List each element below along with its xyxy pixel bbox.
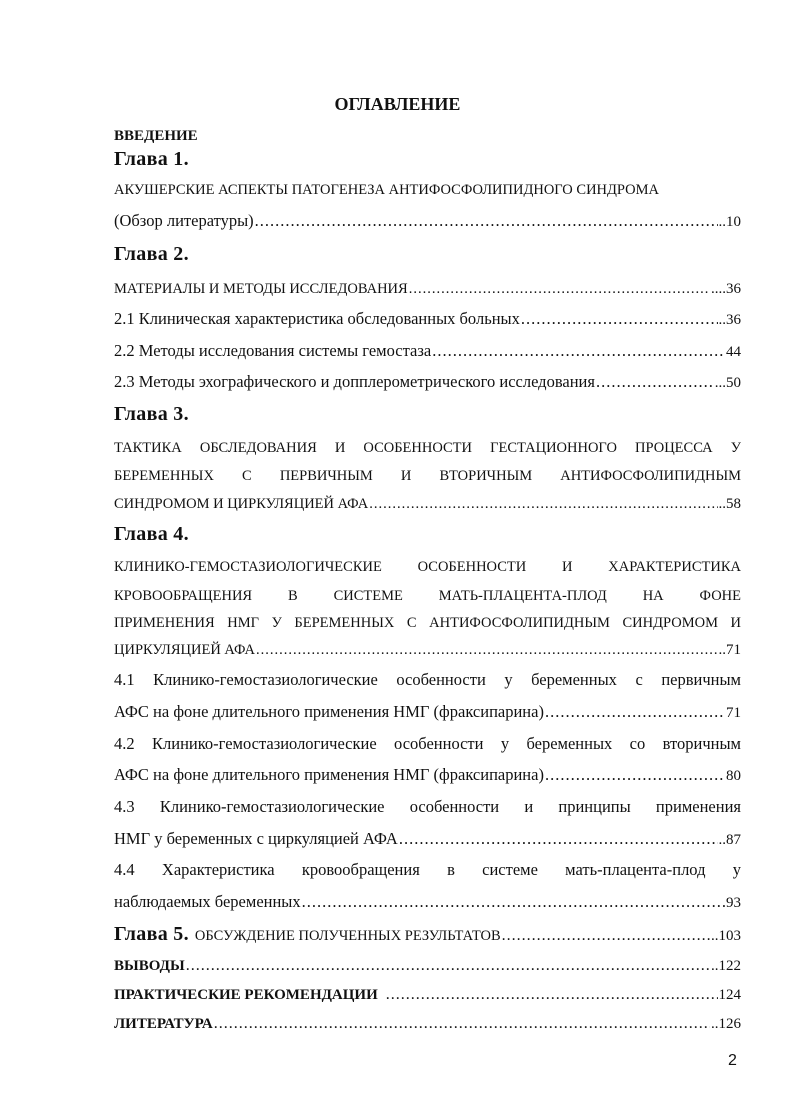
section-4-3-line2	[114, 829, 741, 850]
chapter-4-heading: Глава 4.	[114, 523, 189, 545]
section-4-4-line1: 4.4 Характеристика кровообращения в системе мать-плацента-плод у	[114, 860, 741, 879]
chapter-1-title-line2	[114, 211, 741, 232]
section-4-4-page: 93	[726, 895, 741, 911]
chapter-4-title-text: ЦИРКУЛЯЦИЕЙ АФА	[114, 642, 255, 658]
conclusions-page: ..122	[711, 958, 741, 974]
chapter-3-heading: Глава 3.	[114, 403, 189, 425]
chapter-5-line	[114, 924, 741, 946]
section-4-4-line2	[114, 892, 741, 913]
literature-page: ..126	[711, 1016, 741, 1032]
chapter-3-title-line1: ТАКТИКА ОБСЛЕДОВАНИЯ И ОСОБЕННОСТИ ГЕСТАЦИОННОГО ПРОЦЕССА У	[114, 440, 741, 456]
section-4-4-title: наблюдаемых беременных	[114, 892, 301, 911]
chapter-4-title-line3: ПРИМЕНЕНИЯ НМГ У БЕРЕМЕННЫХ С АНТИФОСФОЛИПИДНЫМ СИНДРОМОМ И	[114, 615, 741, 631]
chapter-3-page: ..58	[718, 496, 741, 512]
section-2-2-title: 2.2 Методы исследования системы гемостаза	[114, 341, 432, 360]
section-2-3-page: ...50	[714, 375, 741, 391]
section-4-2-line1: 4.2 Клинико-гемостазиологические особенности у беременных со вторичным	[114, 734, 741, 753]
chapter-1-title-line1: АКУШЕРСКИЕ АСПЕКТЫ ПАТОГЕНЕЗА АНТИФОСФОЛИПИДНОГО СИНДРОМА	[114, 182, 659, 198]
recommendations-page: 124	[718, 987, 741, 1003]
chapter-5-heading: Глава 5.	[114, 923, 189, 945]
chapter-2-heading: Глава 2.	[114, 243, 189, 265]
chapter-4-title-line1: КЛИНИКО-ГЕМОСТАЗИОЛОГИЧЕСКИЕ ОСОБЕННОСТИ И ХАРАКТЕРИСТИКА	[114, 559, 741, 575]
section-2-3-title: 2.3 Методы эхографического и допплерометрического исследования	[114, 372, 595, 391]
section-4-2-page: 80	[726, 768, 741, 784]
chapter-4-page: ..71	[718, 642, 741, 658]
chapter-1-heading: Глава 1.	[114, 148, 189, 170]
page-number: 2	[728, 1052, 737, 1069]
chapter-3-title-line3	[114, 494, 741, 514]
section-4-3-page: ..87	[718, 832, 741, 848]
chapter-1-title-text: (Обзор литературы)	[114, 211, 254, 230]
toc-conclusions	[114, 956, 741, 976]
section-4-1-line1: 4.1 Клинико-гемостазиологические особенности у беременных с первичным	[114, 670, 741, 689]
toc-recommendations	[114, 985, 741, 1005]
section-4-3-line1: 4.3 Клинико-гемостазиологические особенности и принципы применения	[114, 797, 741, 816]
section-2-1-title: 2.1 Клиническая характеристика обследованных больных	[114, 309, 520, 328]
section-2-3	[114, 372, 741, 393]
chapter-4-title-line4	[114, 640, 741, 660]
section-4-2-title: АФС на фоне длительного применения НМГ (фраксипарина)	[114, 765, 544, 784]
section-2-2-page: 44	[726, 344, 741, 360]
section-4-2-line2	[114, 765, 741, 786]
chapter-3-title-text: СИНДРОМОМ И ЦИРКУЛЯЦИЕЙ АФА	[114, 496, 369, 512]
chapter-2-title-line	[114, 279, 741, 299]
section-2-1	[114, 309, 741, 330]
toc-introduction: ВВЕДЕНИЕ	[114, 128, 198, 144]
section-2-1-page: ..36	[718, 312, 741, 328]
chapter-1-page: ..10	[718, 214, 741, 230]
section-2-2	[114, 341, 741, 362]
chapter-2-title: МАТЕРИАЛЫ И МЕТОДЫ ИССЛЕДОВАНИЯ	[114, 281, 408, 297]
chapter-5-page: ..103	[711, 928, 741, 944]
conclusions-label: ВЫВОДЫ	[114, 958, 185, 974]
chapter-2-page: ....36	[711, 281, 741, 297]
section-4-3-title: НМГ у беременных с циркуляцией АФА	[114, 829, 398, 848]
chapter-4-title-line2: КРОВООБРАЩЕНИЯ В СИСТЕМЕ МАТЬ-ПЛАЦЕНТА-ПЛОД НА ФОНЕ	[114, 588, 741, 604]
toc-literature	[114, 1014, 741, 1034]
section-4-1-title: АФС на фоне длительного применения НМГ (фраксипарина)	[114, 702, 544, 721]
section-4-1-page: 71	[726, 705, 741, 721]
chapter-5-title: ОБСУЖДЕНИЕ ПОЛУЧЕННЫХ РЕЗУЛЬТАТОВ	[194, 928, 501, 944]
section-4-1-line2	[114, 702, 741, 723]
page-title: ОГЛАВЛЕНИЕ	[334, 94, 461, 114]
chapter-3-title-line2: БЕРЕМЕННЫХ С ПЕРВИЧНЫМ И ВТОРИЧНЫМ АНТИФОСФОЛИПИДНЫМ	[114, 468, 741, 484]
recommendations-label: ПРАКТИЧЕСКИЕ РЕКОМЕНДАЦИИ	[114, 987, 378, 1003]
literature-label: ЛИТЕРАТУРА	[114, 1016, 213, 1032]
